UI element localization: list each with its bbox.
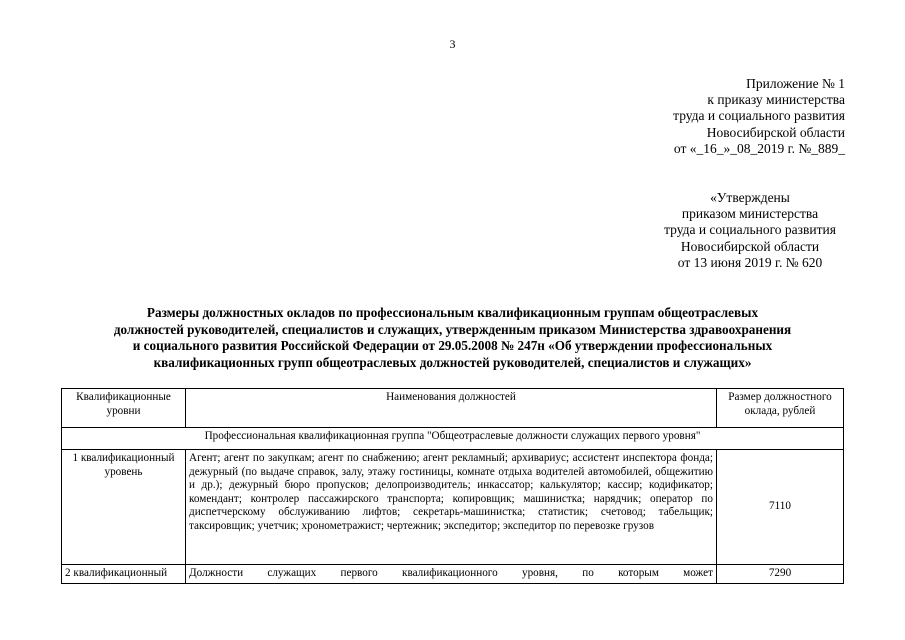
group-title: Профессиональная квалификационная группа "Общеотраслевые должности служащих первого уровня" — [62, 428, 844, 450]
header-salary: Размер должностного оклада, рублей — [717, 389, 844, 428]
approved-block — [660, 190, 840, 271]
approved-line: приказом министерства — [681, 206, 819, 222]
appendix-line: от «_16_»_08_2019 г. №_889_ — [673, 140, 845, 156]
appendix-line: труда и социального развития — [673, 108, 845, 124]
approved-line: от 13 июня 2019 г. № 620 — [677, 254, 823, 270]
positions-cell: Агент; агент по закупкам; агент по снабжению; агент рекламный; архивариус; ассистент инспектора фонда; дежурный (по выдаче справок, залу, этажу гостиницы, комнате отдыха водителей автомобилей, общежитию и др.); дежурный бюро пропусков; делопроизводитель; инкассатор; калькулятор; кассир; кодификатор; комендант; контролер пассажирского транспорта; копировщик; машинистка; нарядчик; оператор по диспетчерскому обслуживанию лифтов; секретарь-машинистка; статистик; счетовод; табельщик; таксировщик; учетчик; хронометражист; чертежник; экспедитор; экспедитор по перевозке грузов — [186, 450, 717, 565]
level-cell: 2 квалификационный — [62, 565, 186, 584]
document-title — [55, 305, 850, 371]
table-row — [62, 450, 844, 565]
salary-table — [61, 388, 844, 584]
positions-text: Должности служащих первого квалификационного уровня, по которым может — [189, 567, 713, 579]
title-line: Размеры должностных окладов по профессиональным квалификационным группам общеотраслевых — [146, 305, 759, 320]
appendix-line: Новосибирской области — [706, 124, 845, 140]
header-positions: Наименования должностей — [186, 389, 717, 428]
approved-line: Новосибирской области — [680, 238, 820, 254]
positions-cell — [186, 565, 717, 584]
salary-cell: 7110 — [717, 450, 844, 565]
appendix-block — [673, 76, 845, 157]
salary-cell: 7290 — [717, 565, 844, 584]
table-row — [62, 565, 844, 584]
title-line: квалификационных групп общеотраслевых должностей руководителей, специалистов и служащих» — [153, 354, 752, 370]
page-number: 3 — [449, 37, 456, 51]
approved-line: труда и социального развития — [664, 222, 836, 238]
appendix-line: к приказу министерства — [707, 92, 845, 108]
table-header-row — [62, 389, 844, 428]
appendix-line: Приложение № 1 — [746, 76, 845, 91]
level-cell: 1 квалификационный уровень — [62, 450, 186, 565]
approved-line: «Утверждены — [710, 190, 790, 205]
title-line: и социального развития Российской Федерации от 29.05.2008 № 247н «Об утверждении профессиональных — [132, 338, 773, 353]
title-line: должностей руководителей, специалистов и служащих, утвержденным приказом Министерства здравоохранения — [113, 321, 792, 337]
header-level: Квалификационные уровни — [62, 389, 186, 428]
group-title-row — [62, 428, 844, 450]
